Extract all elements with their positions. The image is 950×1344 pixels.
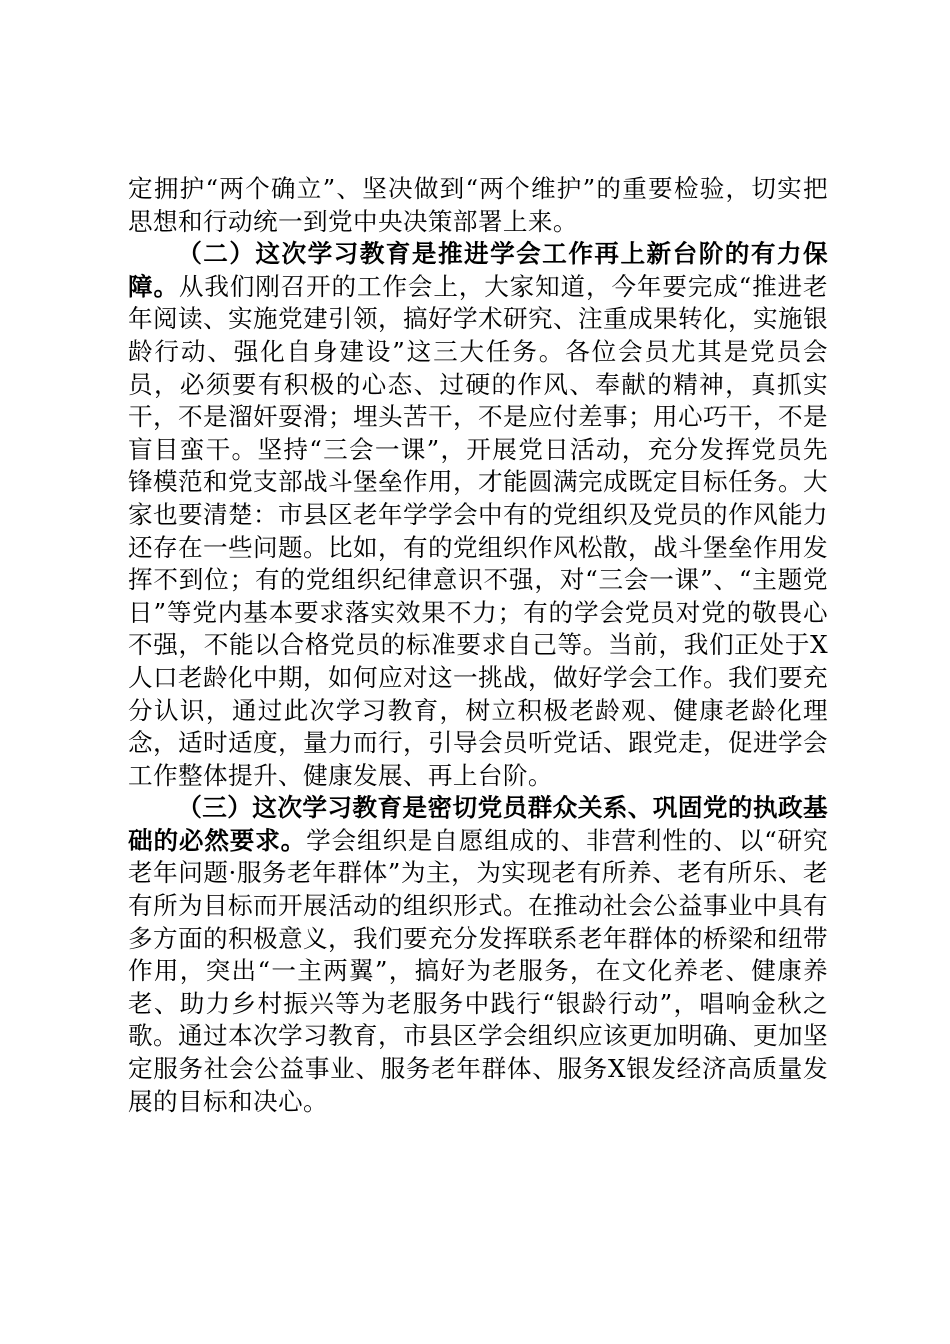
- paragraph-text: 学会组织是自愿组成的、非营利性的、以“研究老年问题·服务老年群体”为主，为实现老有所养、老有所乐、老有所为目标而开展活动的组织形式。在推动社会公益事业中具有多方面的积极意义，我们要充分发挥联系老年群体的桥梁和纽带作用，突出“一主两翼”，搞好为老服务，在文化养老、健康养老、助力乡村振兴等为老服务中践行“银龄行动”，唱响金秋之歌。通过本次学习教育，市县区学会组织应该更加明确、更加坚定服务社会公益事业、服务老年群体、服务X银发经济高质量发展的目标和决心。: [128, 825, 828, 1116]
- paragraph-section-three: [128, 792, 828, 1118]
- paragraph-continuation: [128, 173, 828, 238]
- paragraph-section-two: [128, 238, 828, 792]
- paragraph-text: 定拥护“两个确立”、坚决做到“两个维护”的重要检验，切实把思想和行动统一到党中央决策部署上来。: [128, 174, 828, 236]
- paragraph-heading: （二）这次学习教育是推进学会工作再上新台阶的有力保障。: [128, 239, 828, 301]
- paragraph-text: 从我们刚召开的工作会上，大家知道，今年要完成“推进老年阅读、实施党建引领，搞好学术研究、注重成果转化，实施银龄行动、强化自身建设”这三大任务。各位会员尤其是党员会员，必须要有积极的心态、过硬的作风、奉献的精神，真抓实干，不是溜奸耍滑；埋头苦干，不是应付差事；用心巧干，不是盲目蛮干。坚持“三会一课”，开展党日活动，充分发挥党员先锋模范和党支部战斗堡垒作用，才能圆满完成既定目标任务。大家也要清楚：市县区老年学学会中有的党组织及党员的作风能力还存在一些问题。比如，有的党组织作风松散，战斗堡垒作用发挥不到位；有的党组织纪律意识不强，对“三会一课”、“主题党日”等党内基本要求落实效果不力；有的学会党员对党的敬畏心不强，不能以合格党员的标准要求自己等。当前，我们正处于X人口老龄化中期，如何应对这一挑战，做好学会工作。我们要充分认识，通过此次学习教育，树立积极老龄观、健康老龄化理念，适时适度，量力而行，引导会员听党话、跟党走，促进学会工作整体提升、健康发展、再上台阶。: [128, 271, 828, 790]
- paragraph-heading: （三）这次学习教育是密切党员群众关系、巩固党的执政基础的必然要求。: [128, 793, 828, 855]
- document-page: [128, 173, 828, 1118]
